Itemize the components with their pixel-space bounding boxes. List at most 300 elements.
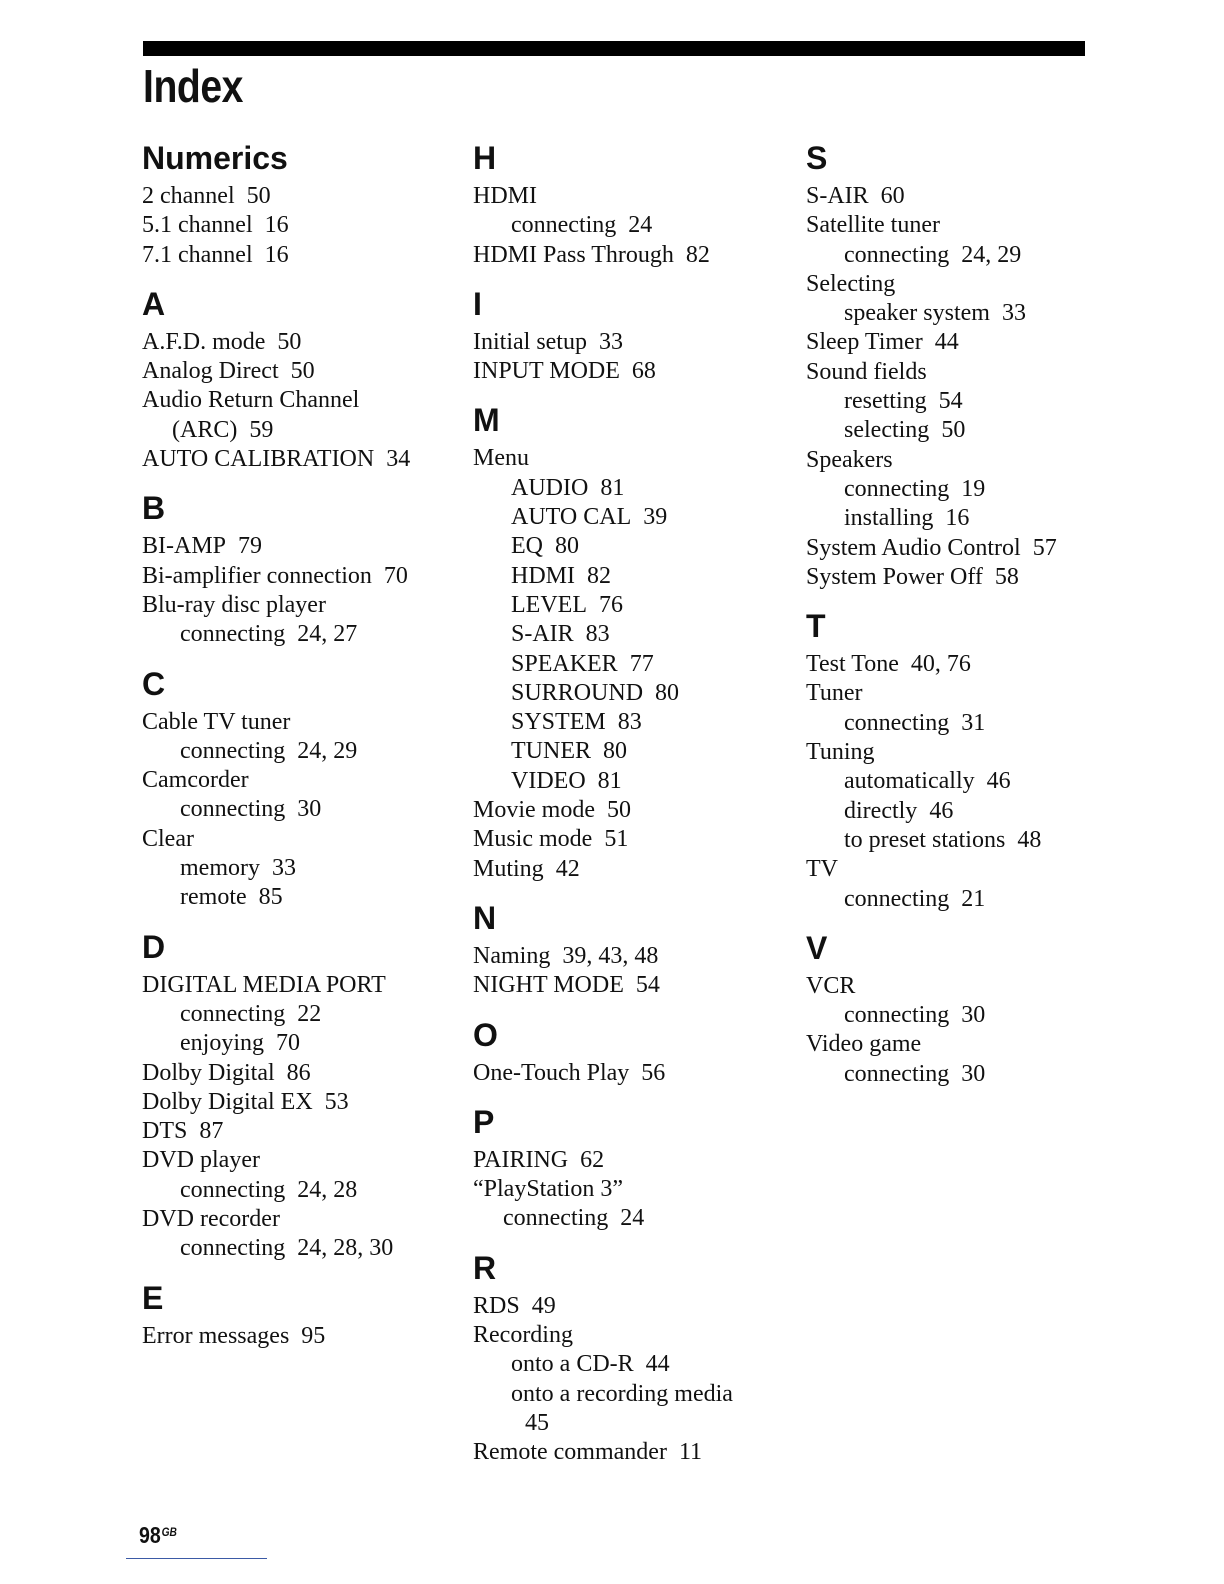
entry-term: TV — [806, 856, 838, 883]
entry-list — [142, 328, 462, 474]
index-section — [473, 896, 793, 1001]
entry-term: AUDIO — [511, 474, 589, 501]
entry-term: connecting — [511, 212, 617, 239]
index-entry — [473, 1292, 793, 1321]
entry-pages: 77 — [629, 650, 654, 677]
index-entry — [142, 708, 462, 737]
entry-pages: 30 — [961, 1060, 986, 1087]
entry-list — [473, 444, 793, 883]
index-entry — [473, 1321, 793, 1350]
entry-pages: 50 — [606, 797, 631, 824]
index-entry — [806, 797, 1126, 826]
entry-term: Music mode — [473, 826, 593, 853]
entry-term: automatically — [844, 768, 975, 795]
entry-term: connecting — [180, 796, 286, 823]
section-heading: R — [473, 1249, 497, 1286]
index-section — [142, 925, 462, 1264]
entry-term: Selecting — [806, 270, 896, 297]
entry-pages: 79 — [238, 533, 263, 560]
entry-pages: 21 — [961, 885, 986, 912]
index-entry — [806, 534, 1126, 563]
entry-term: 7.1 channel — [142, 241, 253, 268]
index-entry — [806, 767, 1126, 796]
index-entry — [473, 1438, 793, 1467]
index-entry — [142, 1000, 462, 1029]
entry-pages: 39 — [643, 504, 668, 531]
index-entry — [142, 386, 462, 415]
index-section — [473, 136, 793, 270]
entry-pages: 86 — [286, 1059, 311, 1086]
entry-list — [806, 650, 1126, 914]
entry-term: Recording — [473, 1322, 573, 1349]
index-entry — [806, 855, 1126, 884]
entry-term: Initial setup — [473, 328, 587, 355]
index-entry — [473, 357, 793, 386]
entry-term: connecting — [180, 737, 286, 764]
entry-pages: 16 — [264, 212, 289, 239]
index-entry — [473, 1204, 793, 1233]
section-heading: P — [473, 1103, 495, 1140]
entry-term: PAIRING — [473, 1146, 569, 1173]
index-entry — [473, 1380, 793, 1409]
entry-term: Menu — [473, 445, 529, 472]
entry-term: Test Tone — [806, 651, 899, 678]
index-entry — [142, 825, 462, 854]
entry-pages: 54 — [938, 388, 963, 415]
index-entry — [806, 211, 1126, 240]
entry-pages: 22 — [297, 1000, 322, 1027]
index-entry — [473, 855, 793, 884]
entry-pages: 39, 43, 48 — [562, 942, 659, 969]
entry-term: memory — [180, 855, 260, 882]
entry-pages: 24, 27 — [297, 621, 358, 648]
entry-term: Movie mode — [473, 797, 595, 824]
entry-pages: 76 — [598, 591, 623, 618]
entry-term: VIDEO — [511, 767, 586, 794]
entry-pages: 53 — [324, 1088, 349, 1115]
entry-pages: 16 — [264, 241, 289, 268]
entry-term: Analog Direct — [142, 358, 279, 385]
index-section — [473, 1013, 793, 1088]
index-entry — [473, 825, 793, 854]
index-entry — [142, 1322, 462, 1351]
entry-pages: 51 — [604, 826, 629, 853]
index-entry — [806, 679, 1126, 708]
index-entry — [142, 1059, 462, 1088]
entry-pages: 19 — [961, 475, 986, 502]
page-title: Index — [143, 60, 244, 112]
entry-term: connecting — [503, 1205, 609, 1232]
entry-pages: 11 — [678, 1439, 703, 1466]
index-section — [473, 1100, 793, 1234]
entry-term: NIGHT MODE — [473, 972, 624, 999]
entry-pages: 31 — [961, 709, 986, 736]
entry-pages: 81 — [597, 767, 622, 794]
index-entry — [142, 1205, 462, 1234]
entry-term: Dolby Digital EX — [142, 1088, 313, 1115]
entry-term: onto a recording media — [511, 1380, 733, 1407]
entry-pages: 30 — [297, 796, 322, 823]
index-entry — [473, 620, 793, 649]
entry-term: 5.1 channel — [142, 212, 253, 239]
index-column-1 — [142, 136, 462, 1363]
index-section — [806, 926, 1126, 1089]
index-section — [806, 604, 1126, 914]
entry-term: A.F.D. mode — [142, 328, 266, 355]
section-heading: H — [473, 140, 497, 176]
section-heading: T — [806, 608, 826, 645]
index-entry — [142, 971, 462, 1000]
entry-term: Naming — [473, 942, 551, 969]
entry-term: S-AIR — [511, 621, 574, 648]
index-entry — [473, 591, 793, 620]
index-entry — [142, 620, 462, 649]
index-entry — [473, 796, 793, 825]
index-entry — [142, 1234, 462, 1263]
entry-term: AUTO CAL — [511, 504, 632, 531]
index-entry — [473, 679, 793, 708]
index-entry — [142, 1088, 462, 1117]
entry-pages: 56 — [641, 1059, 666, 1086]
index-entry — [142, 562, 462, 591]
index-entry — [806, 328, 1126, 357]
index-section — [473, 282, 793, 387]
page-number: 98 — [139, 1522, 161, 1548]
index-entry — [473, 708, 793, 737]
entry-pages: 16 — [945, 505, 970, 532]
index-entry — [473, 532, 793, 561]
index-entry — [473, 211, 793, 240]
entry-term: selecting — [844, 417, 930, 444]
page-number-suffix: GB — [161, 1525, 177, 1539]
entry-term: remote — [180, 884, 247, 911]
index-entry — [142, 211, 462, 240]
index-entry — [142, 1117, 462, 1146]
entry-pages: 24, 28, 30 — [297, 1235, 394, 1262]
entry-term: connecting — [844, 241, 950, 268]
entry-pages: 34 — [386, 446, 411, 473]
entry-pages: 81 — [600, 474, 625, 501]
entry-term: installing — [844, 505, 934, 532]
entry-term: DTS — [142, 1118, 188, 1145]
entry-pages: 33 — [1001, 300, 1026, 327]
index-entry — [473, 942, 793, 971]
index-entry — [806, 1060, 1126, 1089]
entry-term: Bi-amplifier connection — [142, 562, 372, 589]
index-entry — [473, 562, 793, 591]
index-entry — [142, 883, 462, 912]
index-entry — [473, 241, 793, 270]
index-entry — [806, 358, 1126, 387]
entry-list — [473, 1146, 793, 1234]
entry-list — [473, 182, 793, 270]
section-heading: O — [473, 1016, 498, 1053]
section-heading: Numerics — [142, 140, 288, 176]
entry-term: connecting — [844, 475, 950, 502]
index-entry — [806, 475, 1126, 504]
entry-pages: 24 — [620, 1205, 645, 1232]
index-section — [142, 1276, 462, 1351]
entry-term: Clear — [142, 825, 194, 852]
entry-term: BI-AMP — [142, 533, 227, 560]
entry-pages: 62 — [580, 1146, 605, 1173]
entry-pages: 40, 76 — [910, 651, 971, 678]
entry-pages: 44 — [934, 329, 959, 356]
entry-term: Satellite tuner — [806, 212, 940, 239]
entry-term: Sound fields — [806, 358, 927, 385]
index-entry — [473, 1059, 793, 1088]
entry-term: Audio Return Channel — [142, 387, 360, 414]
index-section — [142, 662, 462, 913]
entry-term: (ARC) — [172, 416, 238, 443]
entry-term: Sleep Timer — [806, 329, 923, 356]
entry-pages: 58 — [994, 563, 1019, 590]
entry-pages: 85 — [258, 884, 283, 911]
section-heading: N — [473, 899, 497, 936]
entry-pages: 70 — [276, 1030, 300, 1057]
entry-list — [142, 708, 462, 913]
index-entry — [142, 737, 462, 766]
index-entry — [142, 416, 462, 445]
entry-list — [473, 942, 793, 1001]
index-entry — [806, 826, 1126, 855]
entry-term: RDS — [473, 1292, 520, 1319]
entry-pages: 87 — [199, 1118, 224, 1145]
index-entry — [806, 182, 1126, 211]
page-footer — [139, 1522, 177, 1549]
index-entry — [142, 1176, 462, 1205]
entry-term: connecting — [844, 1002, 950, 1029]
index-entry — [806, 650, 1126, 679]
entry-term: Camcorder — [142, 767, 249, 794]
entry-pages: 82 — [587, 562, 611, 589]
index-entry — [806, 446, 1126, 475]
section-heading: V — [806, 929, 828, 966]
entry-pages: 49 — [531, 1292, 556, 1319]
index-entry — [806, 299, 1126, 328]
entry-pages: 46 — [929, 797, 954, 824]
index-entry — [473, 182, 793, 211]
section-heading: I — [473, 285, 482, 322]
index-section — [142, 486, 462, 649]
index-entry — [142, 357, 462, 386]
entry-term: TUNER — [511, 738, 591, 765]
entry-term: Cable TV tuner — [142, 708, 291, 735]
entry-term: AUTO CALIBRATION — [142, 446, 375, 473]
index-entry — [473, 474, 793, 503]
index-entry — [806, 1001, 1126, 1030]
index-entry — [473, 971, 793, 1000]
entry-pages: 24, 29 — [297, 737, 358, 764]
entry-term: connecting — [844, 1060, 950, 1087]
section-heading: S — [806, 140, 828, 176]
entry-pages: 83 — [617, 709, 642, 736]
index-section — [473, 398, 793, 883]
entry-pages: 57 — [1032, 534, 1057, 561]
entry-term: EQ — [511, 533, 543, 560]
entry-term: SYSTEM — [511, 709, 606, 736]
entry-term: connecting — [180, 621, 286, 648]
entry-term: connecting — [844, 709, 950, 736]
entry-term: connecting — [180, 1235, 286, 1262]
entry-list — [142, 532, 462, 649]
entry-term: 2 channel — [142, 183, 235, 209]
entry-pages: 24 — [628, 212, 653, 239]
entry-list — [473, 1059, 793, 1088]
index-entry — [806, 563, 1126, 592]
entry-term: System Power Off — [806, 563, 983, 590]
entry-term: Tuner — [806, 680, 863, 707]
index-entry — [142, 241, 462, 270]
entry-pages: 80 — [655, 679, 680, 706]
entry-list — [142, 1322, 462, 1351]
index-entry — [806, 885, 1126, 914]
index-entry — [473, 767, 793, 796]
entry-pages: 48 — [1017, 826, 1042, 853]
index-entry — [142, 182, 462, 211]
entry-pages: 42 — [555, 855, 580, 882]
entry-list — [142, 971, 462, 1264]
entry-term: directly — [844, 797, 918, 824]
index-entry — [806, 387, 1126, 416]
index-entry — [473, 737, 793, 766]
entry-pages: 50 — [941, 417, 966, 444]
entry-pages: 60 — [880, 183, 905, 209]
entry-term: Muting — [473, 855, 544, 882]
index-entry — [806, 504, 1126, 533]
index-column-2 — [473, 136, 793, 1480]
entry-term: Speakers — [806, 446, 893, 473]
index-entry — [473, 1175, 793, 1204]
entry-term: HDMI Pass Through — [473, 241, 674, 268]
section-heading: M — [473, 402, 500, 439]
index-entry — [473, 1409, 793, 1438]
entry-term: connecting — [180, 1000, 286, 1027]
entry-pages: 54 — [635, 972, 660, 999]
entry-pages: 30 — [961, 1002, 986, 1029]
entry-term: INPUT MODE — [473, 358, 620, 385]
entry-term: Blu-ray disc player — [142, 591, 326, 618]
index-entry — [142, 1146, 462, 1175]
entry-term: SPEAKER — [511, 650, 618, 677]
entry-pages: 80 — [555, 533, 579, 560]
entry-term: speaker system — [844, 300, 990, 327]
index-entry — [473, 503, 793, 532]
entry-pages: 24, 28 — [297, 1176, 358, 1203]
entry-term: to preset stations — [844, 826, 1006, 853]
index-entry — [142, 795, 462, 824]
index-entry — [142, 328, 462, 357]
entry-pages: 33 — [271, 855, 296, 882]
entry-term: One-Touch Play — [473, 1059, 630, 1086]
section-heading: D — [142, 928, 166, 965]
entry-pages: 50 — [277, 328, 302, 355]
entry-pages: 50 — [290, 358, 315, 385]
index-entry — [473, 650, 793, 679]
section-heading: B — [142, 490, 166, 527]
entry-term: Video game — [806, 1031, 922, 1058]
entry-term: onto a CD-R — [511, 1351, 634, 1378]
entry-term: Dolby Digital — [142, 1059, 275, 1086]
entry-term: HDMI — [511, 562, 575, 589]
entry-pages: 70 — [383, 562, 408, 589]
entry-pages: 82 — [685, 241, 710, 268]
index-entry — [806, 972, 1126, 1001]
entry-term: DVD player — [142, 1147, 260, 1174]
entry-term: LEVEL — [511, 591, 587, 618]
entry-term: Tuning — [806, 739, 875, 766]
index-section — [142, 282, 462, 474]
entry-list — [806, 182, 1126, 592]
entry-term: HDMI — [473, 183, 537, 209]
entry-term: connecting — [844, 885, 950, 912]
entry-term: SURROUND — [511, 679, 644, 706]
entry-list — [806, 972, 1126, 1089]
entry-term: Error messages — [142, 1322, 290, 1349]
top-rule — [143, 41, 1085, 56]
index-entry — [806, 241, 1126, 270]
entry-pages: 44 — [645, 1351, 670, 1378]
index-entry — [806, 270, 1126, 299]
entry-pages: 46 — [986, 768, 1011, 795]
entry-pages: 95 — [301, 1322, 326, 1349]
index-entry — [142, 1029, 462, 1058]
index-entry — [142, 766, 462, 795]
entry-term: System Audio Control — [806, 534, 1021, 561]
entry-term: “PlayStation 3” — [473, 1176, 623, 1203]
entry-pages: 83 — [585, 621, 610, 648]
index-entry — [806, 1030, 1126, 1059]
entry-pages: 59 — [249, 416, 274, 443]
index-entry — [806, 709, 1126, 738]
index-column-3 — [806, 136, 1126, 1101]
index-entry — [142, 532, 462, 561]
entry-list — [473, 328, 793, 387]
section-heading: A — [142, 285, 166, 322]
entry-term: Remote commander — [473, 1439, 667, 1466]
entry-pages: 50 — [246, 183, 271, 209]
index-entry — [142, 591, 462, 620]
entry-pages: 33 — [598, 328, 623, 355]
index-section — [142, 136, 462, 270]
entry-term: DIGITAL MEDIA PORT — [142, 971, 386, 998]
index-entry — [473, 1350, 793, 1379]
index-entry — [473, 328, 793, 357]
entry-list — [473, 1292, 793, 1468]
footer-rule — [126, 1558, 267, 1559]
entry-term: enjoying — [180, 1030, 264, 1057]
index-entry — [142, 854, 462, 883]
entry-list — [142, 182, 462, 270]
section-heading: E — [142, 1279, 164, 1316]
section-heading: C — [142, 665, 166, 702]
index-section — [806, 136, 1126, 592]
entry-term: 45 — [525, 1409, 549, 1436]
index-section — [473, 1246, 793, 1468]
entry-term: S-AIR — [806, 183, 869, 209]
entry-pages: 24, 29 — [961, 241, 1022, 268]
entry-term: DVD recorder — [142, 1206, 280, 1233]
entry-term: resetting — [844, 388, 927, 415]
index-entry — [473, 1146, 793, 1175]
entry-term: VCR — [806, 972, 856, 999]
entry-pages: 68 — [631, 358, 656, 385]
index-entry — [806, 738, 1126, 767]
index-entry — [473, 444, 793, 473]
index-entry — [142, 445, 462, 474]
entry-term: connecting — [180, 1176, 286, 1203]
index-entry — [806, 416, 1126, 445]
